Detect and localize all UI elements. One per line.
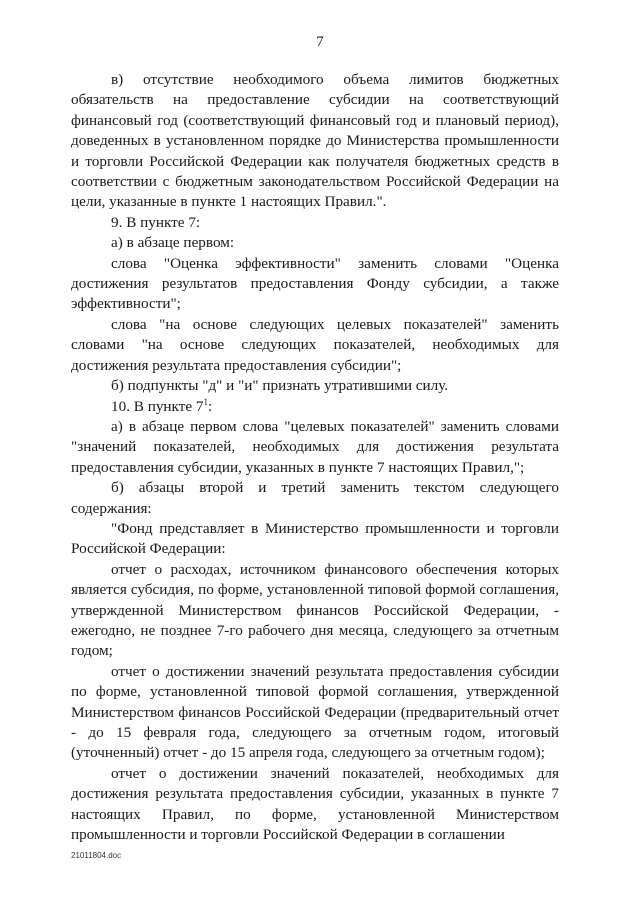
paragraph-replace-targets: слова "на основе следующих целевых показателей" заменить словами "на основе следующих показателей, необходимых для достижения результата предоставления субсидии"; — [71, 315, 559, 374]
item-10-prefix: 10. В пункте 7 — [111, 397, 204, 415]
paragraph-item-10b: б) абзацы второй и третий заменить текстом следующего содержания: — [71, 479, 559, 517]
item-10-superscript: 1 — [203, 396, 209, 407]
paragraph-subitem-v: в) отсутствие необходимого объема лимитов бюджетных обязательств на предоставление субсидии на соответствующий финансовый год (соответствующий финансовый год и плановый период), доведенных в установленном порядке до Министерства промышленности и торговли Российской Федерации как получателя бюджетных средств в соответствии с бюджетным законодательством Российской Федерации на цели, указанные в пункте 1 настоящих Правил.". — [71, 71, 559, 211]
page-number: 7 — [316, 34, 324, 50]
paragraph-item-10a: а) в абзаце первом слова "целевых показателей" заменить словами "значений показателей, необходимых для достижения результата предоставления субсидии, указанных в пункте 7 настоящих Правил,"; — [71, 417, 559, 476]
paragraph-indicator-report: отчет о достижении значений показателей, необходимых для достижения результата предоставления субсидии, указанных в пункте 7 настоящих Правил, по форме, установленной Министерством промышленности и торговли Российской Федерации в соглашении — [71, 764, 559, 844]
document-footer: 21011804.doc — [71, 851, 122, 860]
document-body — [71, 70, 559, 845]
paragraph-item-10 — [71, 397, 559, 417]
paragraph-expense-report: отчет о расходах, источником финансового обеспечения которых является субсидия, по форме, установленной типовой формой соглашения, утвержденной Министерством финансов Российской Федерации, - ежегодно, не позднее 7-го рабочего дня месяца, следующего за отчетным годом; — [71, 560, 559, 660]
paragraph-replace-efficiency: слова "Оценка эффективности" заменить словами "Оценка достижения результатов предоставления Фонду субсидии, а также эффективности"; — [71, 254, 559, 313]
paragraph-fund-reports: "Фонд представляет в Министерство промышленности и торговли Российской Федерации: — [71, 519, 559, 558]
paragraph-item-9a: а) в абзаце первом: — [111, 234, 235, 252]
item-10-suffix: : — [208, 397, 213, 415]
paragraph-result-report: отчет о достижении значений результата предоставления субсидии по форме, установленной типовой формой соглашения, утвержденной Министерством финансов Российской Федерации (предварительный отчет - до 15 февраля года, следующего за отчетным годом, итоговый (уточненный) отчет - до 15 апреля года, следующего за отчетным годом); — [71, 662, 559, 762]
paragraph-item-9: 9. В пункте 7: — [111, 213, 201, 231]
paragraph-item-9b: б) подпункты "д" и "и" признать утратившими силу. — [111, 377, 449, 395]
